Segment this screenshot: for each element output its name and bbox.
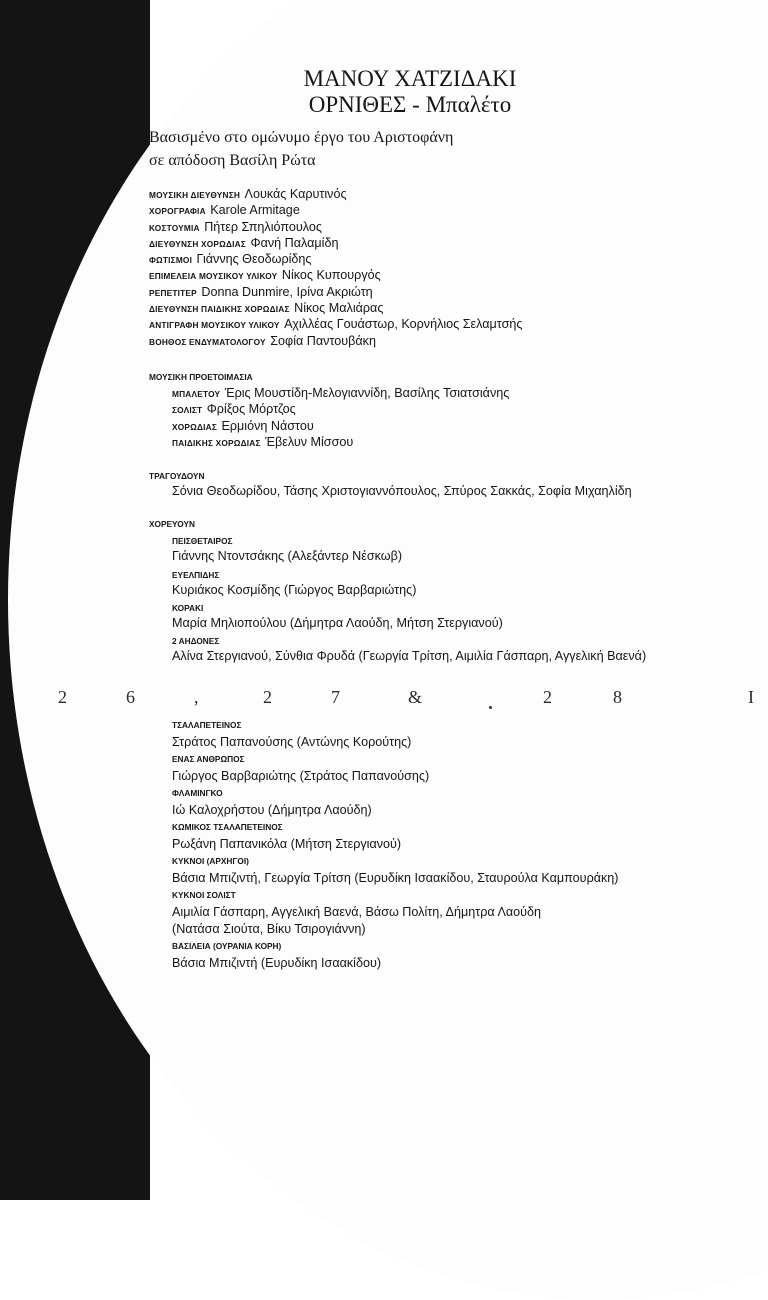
cast-role: ΒΑΣΙΛΕΙΑ (ΟΥΡΑΝΙΑ ΚΟΡΗ) bbox=[172, 941, 282, 951]
cast-continued-list bbox=[172, 717, 619, 972]
credit-name: Νίκος Μαλιάρας bbox=[294, 301, 384, 316]
credit-role: ΒΟΗΘΟΣ ΕΝΔΥΜΑΤΟΛΟΓΟΥ bbox=[149, 336, 266, 347]
date-char: I bbox=[748, 687, 754, 707]
cast-name: Ρωξάνη Παπανικόλα (Μήτση Στεργιανού) bbox=[172, 837, 402, 851]
credit-role: ΡΕΠΕΤΙΤΕΡ bbox=[149, 287, 197, 298]
credit-row bbox=[149, 219, 522, 235]
credit-role: ΔΙΕΥΘΥΝΣΗ ΠΑΙΔΙΚΗΣ ΧΟΡΩΔΙΑΣ bbox=[149, 304, 290, 315]
credit-role: ΑΝΤΙΓΡΑΦΗ ΜΟΥΣΙΚΟΥ ΥΛΙΚΟΥ bbox=[149, 320, 280, 331]
credit-row bbox=[149, 202, 522, 218]
credit-row bbox=[149, 251, 522, 267]
cast-role: ΕΝΑΣ ΑΝΘΡΩΠΟΣ bbox=[172, 754, 245, 764]
dancers-heading: ΧΟΡΕΥΟΥΝ bbox=[149, 519, 196, 529]
preparation-role: ΧΟΡΩΔΙΑΣ bbox=[172, 421, 218, 432]
credit-name: Karole Armitage bbox=[210, 203, 300, 218]
cast-name: Βάσια Μπιζιντή, Γεωργία Τρίτση (Ευρυδίκη Ισαακίδου, Σταυρούλα Καμπουράκη) bbox=[172, 871, 619, 885]
credit-role: ΚΟΣΤΟΥΜΙΑ bbox=[149, 222, 200, 233]
credit-row bbox=[149, 316, 522, 332]
dancer-role: ΠΕΙΣΘΕΤΑΙΡΟΣ bbox=[172, 536, 233, 546]
credit-role: ΜΟΥΣΙΚΗ ΔΙΕΥΘΥΝΣΗ bbox=[149, 190, 241, 200]
preparation-row bbox=[172, 434, 509, 450]
date-char: 7 bbox=[331, 687, 340, 707]
credit-name: Σοφία Παντουβάκη bbox=[270, 333, 376, 348]
date-char: 2 bbox=[543, 687, 552, 707]
credit-role: ΔΙΕΥΘΥΝΣΗ ΧΟΡΩΔΙΑΣ bbox=[149, 238, 247, 249]
date-char: , bbox=[194, 687, 199, 707]
cast-name: Βάσια Μπιζιντή (Ευρυδίκη Ισαακίδου) bbox=[172, 956, 382, 970]
preparation-name: Έρις Μουστίδη-Μελογιαννίδη, Βασίλης Τσιατσιάνης bbox=[224, 386, 510, 400]
cast-role: ΚΥΚΝΟΙ (ΑΡΧΗΓΟΙ) bbox=[172, 856, 249, 866]
dancer-name: Γιάννης Ντοντσάκης (Αλεξάντερ Νέσκωβ) bbox=[172, 549, 403, 563]
dancer-name: Κυριάκος Κοσμίδης (Γιώργος Βαρβαριώτης) bbox=[172, 583, 417, 597]
dancer-name: Αλίνα Στεργιανού, Σύνθια Φρυδά (Γεωργία Τρίτση, Αιμιλία Γάσπαρη, Αγγελική Βαενά) bbox=[172, 649, 647, 663]
dancer-name: Μαρία Μηλιοπούλου (Δήμητρα Λαούδη, Μήτση Στεργιανού) bbox=[172, 616, 503, 630]
cast-role: ΚΩΜΙΚΟΣ ΤΣΑΛΑΠΕΤΕΙΝΟΣ bbox=[172, 822, 283, 832]
date-char: 6 bbox=[126, 687, 135, 707]
date-char: & bbox=[408, 687, 423, 707]
preparation-name: Ερμιόνη Νάστου bbox=[221, 418, 314, 433]
preparation-name: Φρίξος Μόρτζος bbox=[206, 402, 296, 417]
preparation-list bbox=[172, 385, 509, 450]
credit-name: Γιάννης Θεοδωρίδης bbox=[196, 252, 312, 267]
credit-name: Αχιλλέας Γουάστωρ, Κορνήλιος Σελαμτσής bbox=[284, 317, 523, 332]
cast-role: ΚΥΚΝΟΙ ΣΟΛΙΣΤ bbox=[172, 890, 236, 900]
dot-mark bbox=[489, 706, 492, 709]
credit-name: Λουκάς Καρυτινός bbox=[244, 187, 347, 201]
credit-row bbox=[149, 235, 522, 251]
composer-title: ΜΑΝΟΥ ΧΑΤΖΙΔΑΚΙ bbox=[303, 66, 517, 91]
dancer-role: ΕΥΕΛΠΙΔΗΣ bbox=[172, 570, 220, 580]
dancer-role: 2 ΑΗΔΟΝΕΣ bbox=[172, 636, 220, 646]
subtitle-line-2: σε απόδοση Βασίλη Ρώτα bbox=[149, 152, 316, 169]
dancer-role: ΚΟΡΑΚΙ bbox=[172, 603, 204, 613]
credit-row bbox=[149, 333, 522, 349]
cast-name: Ιώ Καλοχρήστου (Δήμητρα Λαούδη) bbox=[172, 803, 372, 817]
preparation-heading: ΜΟΥΣΙΚΗ ΠΡΟΕΤΟΙΜΑΣΙΑ bbox=[149, 372, 253, 382]
cast-role: ΦΛΑΜΙΝΓΚΟ bbox=[172, 788, 223, 798]
date-char: 2 bbox=[263, 687, 272, 707]
date-char: 8 bbox=[613, 687, 622, 707]
credit-role: ΦΩΤΙΣΜΟΙ bbox=[149, 255, 193, 266]
cast-name: Γιώργος Βαρβαριώτης (Στράτος Παπανούσης) bbox=[172, 769, 430, 783]
cast-role: ΤΣΑΛΑΠΕΤΕΙΝΟΣ bbox=[172, 720, 242, 730]
credit-row bbox=[149, 267, 522, 283]
singers-names: Σόνια Θεοδωρίδου, Τάσης Χριστογιαννόπουλος, Σπύρος Σακκάς, Σοφία Μιχαηλίδη bbox=[172, 484, 632, 498]
credits-list bbox=[149, 186, 522, 349]
credit-role: ΧΟΡΟΓΡΑΦΙΑ bbox=[149, 206, 206, 217]
credit-name: Νίκος Κυπουργός bbox=[281, 268, 381, 283]
preparation-row bbox=[172, 401, 509, 417]
singers-heading: ΤΡΑΓΟΥΔΟΥΝ bbox=[149, 471, 205, 481]
credit-row bbox=[149, 186, 522, 202]
preparation-name: Έβελυν Μίσσου bbox=[265, 434, 354, 449]
preparation-row bbox=[172, 418, 509, 434]
preparation-row bbox=[172, 385, 509, 401]
subtitle-line-1: Βασισμένο στο ομώνυμο έργο του Αριστοφάνη bbox=[149, 129, 454, 146]
credit-name: Πήτερ Σπηλιόπουλος bbox=[204, 219, 322, 234]
preparation-role: ΠΑΙΔΙΚΗΣ ΧΟΡΩΔΙΑΣ bbox=[172, 437, 261, 448]
cast-name: Στράτος Παπανούσης (Αντώνης Κορούτης) bbox=[172, 735, 412, 749]
credit-role: ΕΠΙΜΕΛΕΙΑ ΜΟΥΣΙΚΟΥ ΥΛΙΚΟΥ bbox=[149, 271, 278, 282]
credit-row bbox=[149, 300, 522, 316]
credit-name: Donna Dunmire, Ιρίνα Ακριώτη bbox=[201, 284, 373, 299]
credit-name: Φανή Παλαμίδη bbox=[250, 235, 339, 250]
preparation-role: ΜΠΑΛΕΤΟΥ bbox=[172, 389, 221, 399]
credit-row bbox=[149, 284, 522, 300]
date-char: 2 bbox=[58, 687, 67, 707]
cast-name: (Νατάσα Σιούτα, Βίκυ Τσιρογιάννη) bbox=[172, 922, 366, 936]
cast-name: Αιμιλία Γάσπαρη, Αγγελική Βαενά, Βάσω Πολίτη, Δήμητρα Λαούδη bbox=[172, 905, 542, 919]
work-title: ΟΡΝΙΘΕΣ - Μπαλέτο bbox=[308, 92, 512, 117]
preparation-role: ΣΟΛΙΣΤ bbox=[172, 405, 203, 416]
